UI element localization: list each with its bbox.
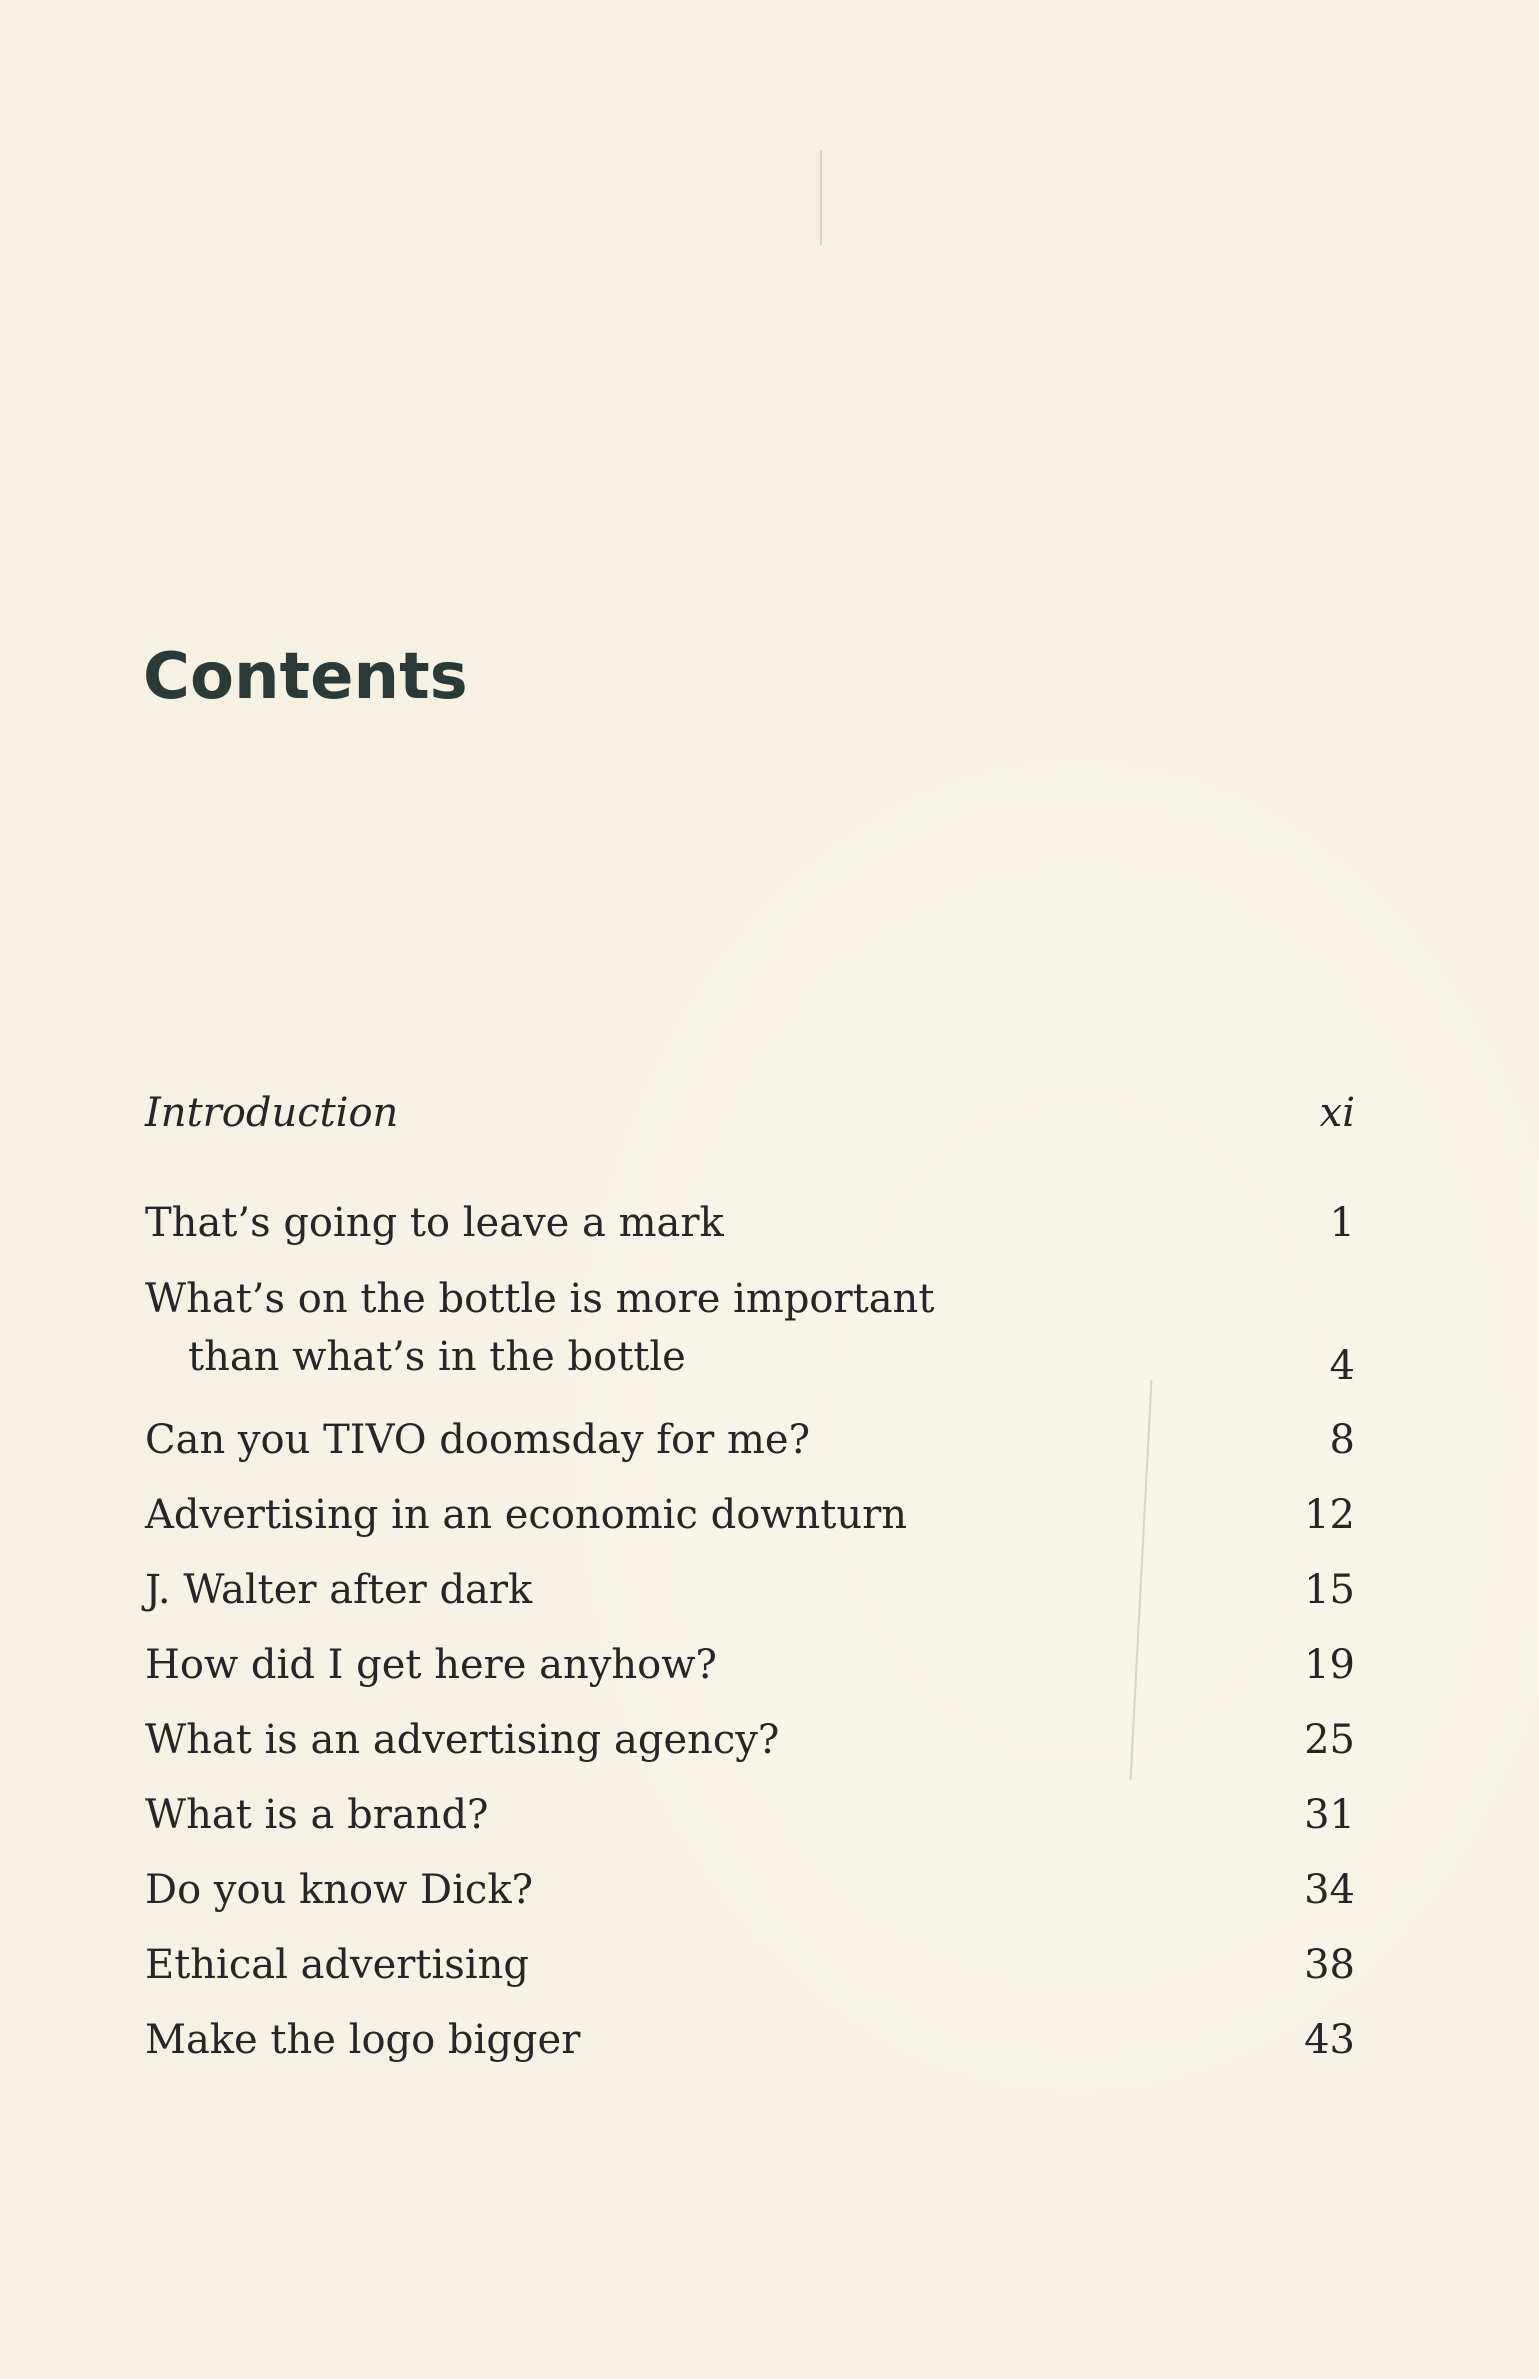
toc-entry-title: Do you know Dick? bbox=[145, 1867, 534, 1913]
paper-mark bbox=[820, 150, 822, 245]
toc-entry-page: 19 bbox=[1304, 1642, 1355, 1688]
toc-entry-page: 8 bbox=[1329, 1417, 1355, 1463]
toc-entry-title: That’s going to leave a mark bbox=[145, 1200, 724, 1246]
toc-entry-page: xi bbox=[1319, 1090, 1355, 1136]
toc-entry-page: 15 bbox=[1304, 1567, 1355, 1613]
toc-entry-title: J. Walter after dark bbox=[145, 1567, 533, 1613]
toc-entry-title: Introduction bbox=[145, 1090, 399, 1136]
toc-entry-page: 38 bbox=[1304, 1942, 1355, 1988]
page-title: Contents bbox=[143, 640, 468, 714]
toc-entry-title: How did I get here anyhow? bbox=[145, 1642, 717, 1688]
toc-entry-title: Can you TIVO doomsday for me? bbox=[145, 1417, 811, 1463]
toc-entry-page: 43 bbox=[1304, 2017, 1355, 2063]
toc-entry-title: Make the logo bigger bbox=[145, 2017, 581, 2063]
toc-entry-title: What is an advertising agency? bbox=[145, 1717, 780, 1763]
toc-entry-page: 1 bbox=[1329, 1200, 1355, 1246]
toc-entry-page: 34 bbox=[1304, 1867, 1355, 1913]
toc-entry-page: 12 bbox=[1304, 1492, 1355, 1538]
toc-entry-page: 31 bbox=[1304, 1792, 1355, 1838]
toc-entry-page: 25 bbox=[1304, 1717, 1355, 1763]
toc-entry-title: Advertising in an economic downturn bbox=[145, 1492, 907, 1538]
toc-entry-title: Ethical advertising bbox=[145, 1942, 529, 1988]
toc-entry-title: What is a brand? bbox=[145, 1792, 489, 1838]
toc-entry-title: What’s on the bottle is more important than what’s in the bottle bbox=[145, 1276, 935, 1380]
toc-entry-page: 4 bbox=[1329, 1343, 1355, 1389]
paper-mark bbox=[1130, 1380, 1153, 1780]
